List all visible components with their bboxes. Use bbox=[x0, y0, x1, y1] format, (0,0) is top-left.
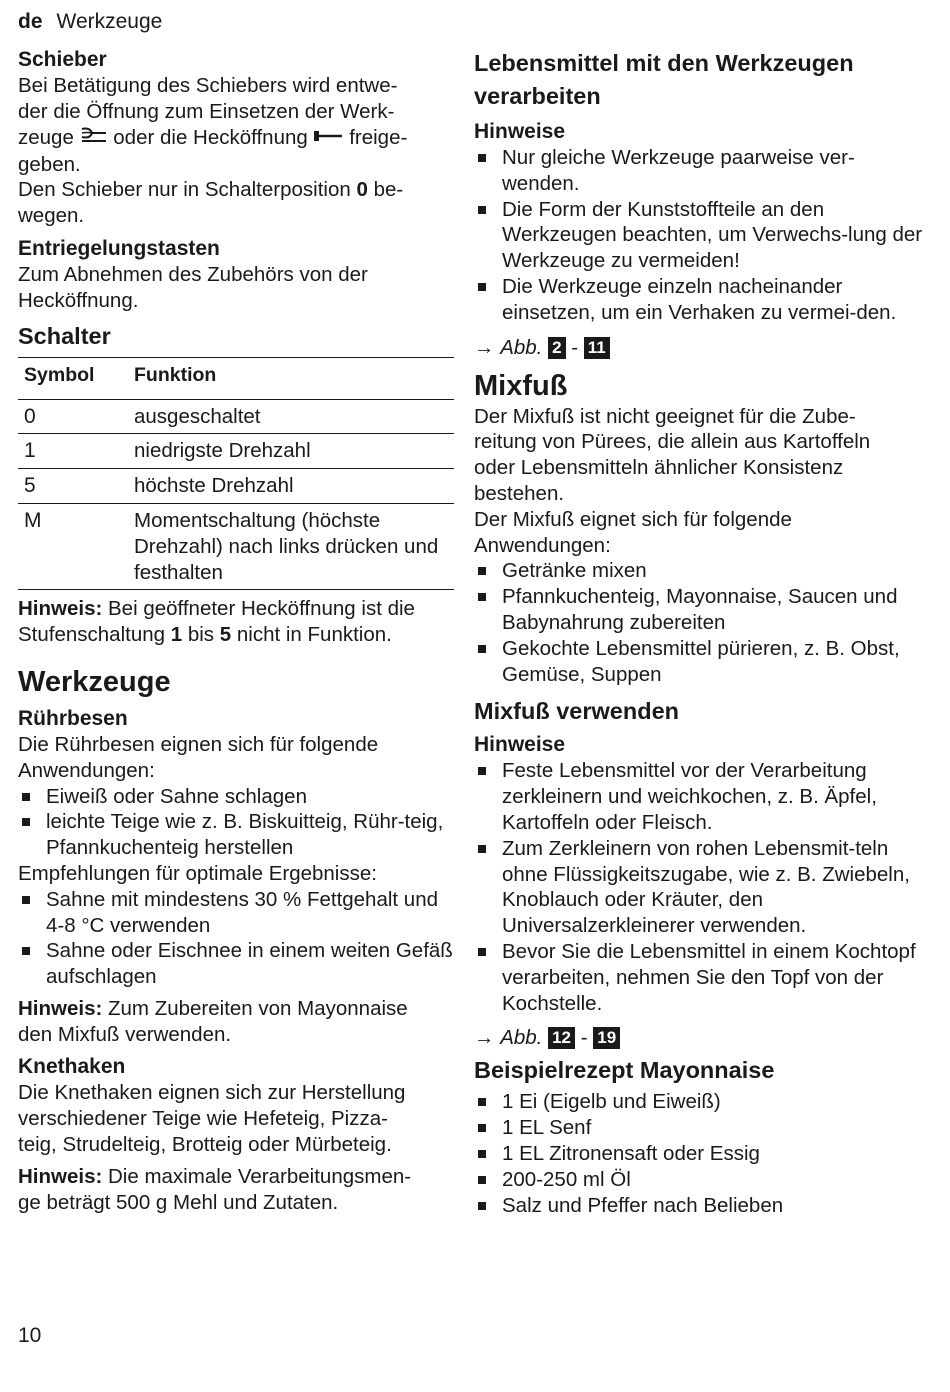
arrow-icon: → bbox=[474, 1026, 495, 1050]
figure-reference bbox=[474, 1024, 924, 1052]
right-column bbox=[474, 47, 924, 1218]
list-item: leichte Teige wie z. B. Biskuitteig, Rühr-teig, Pfannkuchenteig herstellen bbox=[18, 809, 454, 861]
arrow-icon: → bbox=[474, 335, 495, 359]
schieber-text-line: Bei Betätigung des Schiebers wird entwe- bbox=[18, 74, 398, 97]
hinweise-heading: Hinweise bbox=[474, 733, 566, 757]
entriegelung-section bbox=[18, 236, 454, 314]
switch-symbol: 5 bbox=[18, 469, 128, 504]
note-line bbox=[18, 1164, 454, 1190]
header-section-title: Werkzeuge bbox=[56, 10, 163, 33]
list-item: Zum Zerkleinern von rohen Lebensmit-teln ohne Flüssigkeitszugabe, wie z. B. Zwiebeln, Knoblauch oder Kräuter, den Universalzerkleinerer verwenden. bbox=[474, 836, 924, 939]
mixer-tool-opening-icon bbox=[80, 125, 108, 152]
schieber-text-line: wegen. bbox=[18, 204, 85, 228]
knethaken-section bbox=[18, 1054, 454, 1157]
list-item: Pfannkuchenteig, Mayonnaise, Saucen und Babynahrung zubereiten bbox=[474, 584, 924, 636]
lebensmittel-notes-list bbox=[474, 145, 924, 326]
note-text: Die maximale Verarbeitungsmen- bbox=[108, 1164, 412, 1188]
note-line bbox=[18, 996, 454, 1022]
knethaken-text-line: Die Knethaken eignen sich zur Herstellung bbox=[18, 1081, 406, 1105]
list-item: 1 EL Zitronensaft oder Essig bbox=[474, 1141, 924, 1167]
figure-number-badge: 12 bbox=[548, 1027, 575, 1049]
note-mayonnaise bbox=[18, 996, 454, 1048]
list-item: Salz und Pfeffer nach Belieben bbox=[474, 1193, 924, 1219]
figure-range-separator: - bbox=[571, 335, 579, 359]
note-line bbox=[18, 596, 454, 622]
knethaken-text-line: verschiedener Teige wie Hefeteig, Pizza- bbox=[18, 1107, 388, 1131]
lebensmittel-heading: verarbeiten bbox=[474, 83, 601, 109]
list-item: 1 EL Senf bbox=[474, 1115, 924, 1141]
ruehrbesen-tips-list bbox=[18, 887, 454, 990]
mixfuss-text-line: bestehen. bbox=[474, 481, 565, 505]
switch-level-value: 5 bbox=[219, 623, 232, 647]
schieber-text-fragment: freige- bbox=[349, 125, 408, 149]
switch-symbol: M bbox=[18, 503, 128, 589]
ruehrbesen-text-line: Die Rührbesen eignen sich für folgende bbox=[18, 732, 379, 756]
schieber-text-fragment: be- bbox=[373, 178, 404, 202]
page-header bbox=[18, 9, 162, 35]
figure-number-badge: 11 bbox=[584, 337, 610, 359]
lebensmittel-heading: Lebensmittel mit den Werkzeugen bbox=[474, 50, 854, 76]
ruehrbesen-heading: Rührbesen bbox=[18, 706, 128, 730]
list-item: 1 Ei (Eigelb und Eiweiß) bbox=[474, 1089, 924, 1115]
list-item: Die Werkzeuge einzeln nacheinander einsetzen, um ein Verhaken zu vermei-den. bbox=[474, 274, 924, 326]
lebensmittel-section bbox=[474, 47, 924, 362]
werkzeuge-heading: Werkzeuge bbox=[18, 665, 171, 698]
list-item: 200-250 ml Öl bbox=[474, 1167, 924, 1193]
hinweise-heading: Hinweise bbox=[474, 120, 566, 143]
list-item: Die Form der Kunststoffteile an den Werkzeugen beachten, um Verwechs-lung der Werkzeuge zu vermeiden! bbox=[474, 197, 924, 274]
mixfuss-heading: Mixfuß bbox=[474, 369, 568, 402]
note-line bbox=[18, 622, 454, 648]
entriegelung-text-line: Hecköffnung. bbox=[18, 288, 139, 312]
note-line: den Mixfuß verwenden. bbox=[18, 1022, 232, 1046]
list-item: Sahne mit mindestens 30 % Fettgehalt und 4-8 °C verwenden bbox=[18, 887, 454, 939]
mixfuss-text-line: Der Mixfuß ist nicht geeignet für die Zube- bbox=[474, 404, 856, 428]
page-number: 10 bbox=[18, 1324, 42, 1347]
rezept-ingredients-list bbox=[474, 1089, 924, 1218]
switch-table bbox=[18, 357, 454, 591]
schieber-text-line bbox=[18, 177, 454, 203]
figure-reference-label: Abb. bbox=[500, 1026, 543, 1050]
schieber-text-line: der die Öffnung zum Einsetzen der Werk- bbox=[18, 99, 395, 123]
list-item: Gekochte Lebensmittel pürieren, z. B. Obst, Gemüse, Suppen bbox=[474, 636, 924, 688]
schieber-text-fragment: oder die Hecköffnung bbox=[113, 125, 308, 149]
ruehrbesen-text-line: Anwendungen: bbox=[18, 758, 155, 782]
table-row bbox=[18, 434, 454, 469]
note-switch bbox=[18, 596, 454, 648]
schalter-heading: Schalter bbox=[18, 322, 111, 349]
switch-function: Momentschaltung (höchste Drehzahl) nach links drücken und festhalten bbox=[128, 503, 454, 589]
figure-reference bbox=[474, 334, 924, 362]
note-max-amount bbox=[18, 1164, 454, 1216]
rear-opening-icon bbox=[313, 125, 343, 151]
schieber-text-line: geben. bbox=[18, 152, 81, 176]
rezept-heading: Beispielrezept Mayonnaise bbox=[474, 1057, 775, 1084]
mixfuss-text-line: Anwendungen: bbox=[474, 533, 611, 557]
list-item: Getränke mixen bbox=[474, 558, 924, 584]
mixfuss-text-line: oder Lebensmitteln ähnlicher Konsistenz bbox=[474, 456, 844, 480]
figure-range-separator: - bbox=[580, 1026, 588, 1050]
mixfuss-uses-list bbox=[474, 558, 924, 687]
language-code: de bbox=[18, 10, 43, 33]
mixfuss-verwenden-heading: Mixfuß verwenden bbox=[474, 698, 680, 725]
figure-number-badge: 2 bbox=[548, 337, 565, 359]
note-label: Hinweis: bbox=[18, 996, 103, 1020]
figure-number-badge: 19 bbox=[593, 1027, 620, 1049]
switch-function: ausgeschaltet bbox=[128, 399, 454, 434]
figure-reference-label: Abb. bbox=[500, 335, 543, 359]
list-item: Sahne oder Eischnee in einem weiten Gefäß aufschlagen bbox=[18, 938, 454, 990]
mixfuss-text-line: Der Mixfuß eignet sich für folgende bbox=[474, 507, 792, 531]
switch-symbol: 0 bbox=[18, 399, 128, 434]
list-item: Nur gleiche Werkzeuge paarweise ver-wenden. bbox=[474, 145, 924, 197]
schieber-section bbox=[18, 47, 454, 229]
entriegelung-text-line: Zum Abnehmen des Zubehörs von der bbox=[18, 262, 368, 286]
schieber-text-fragment: zeuge bbox=[18, 125, 74, 149]
switch-position-value: 0 bbox=[356, 178, 368, 202]
column-header-function: Funktion bbox=[128, 357, 454, 399]
rezept-section bbox=[474, 1054, 924, 1218]
schieber-heading: Schieber bbox=[18, 48, 107, 71]
left-column bbox=[18, 47, 454, 1215]
schalter-section bbox=[18, 320, 454, 591]
table-row bbox=[18, 503, 454, 589]
table-row bbox=[18, 399, 454, 434]
note-text: Bei geöffneter Hecköffnung ist die bbox=[108, 597, 415, 621]
mixfuss-section bbox=[474, 368, 924, 688]
switch-symbol: 1 bbox=[18, 434, 128, 469]
knethaken-heading: Knethaken bbox=[18, 1055, 126, 1079]
knethaken-text-line: teig, Strudelteig, Brotteig oder Mürbeteig. bbox=[18, 1133, 392, 1157]
schieber-text-line bbox=[18, 125, 454, 152]
ruehrbesen-text-line: Empfehlungen für optimale Ergebnisse: bbox=[18, 861, 377, 885]
ruehrbesen-section bbox=[18, 706, 454, 990]
note-label: Hinweis: bbox=[18, 1164, 103, 1188]
mixfuss-notes-list bbox=[474, 758, 924, 1016]
list-item: Eiweiß oder Sahne schlagen bbox=[18, 784, 454, 810]
table-row bbox=[18, 469, 454, 504]
note-line: ge beträgt 500 g Mehl und Zutaten. bbox=[18, 1190, 339, 1214]
note-text: bis bbox=[187, 623, 215, 647]
column-header-symbol: Symbol bbox=[18, 357, 128, 399]
switch-function: niedrigste Drehzahl bbox=[128, 434, 454, 469]
list-item: Feste Lebensmittel vor der Verarbeitung zerkleinern und weichkochen, z. B. Äpfel, Kartoffeln oder Fleisch. bbox=[474, 758, 924, 835]
schieber-text-fragment: Den Schieber nur in Schalterposition bbox=[18, 178, 351, 202]
note-label: Hinweis: bbox=[18, 597, 103, 621]
note-text: Stufenschaltung bbox=[18, 623, 166, 647]
list-item: Bevor Sie die Lebensmittel in einem Kochtopf verarbeiten, nehmen Sie den Topf von der Kochstelle. bbox=[474, 939, 924, 1016]
note-text: nicht in Funktion. bbox=[236, 623, 392, 647]
mixfuss-verwenden-section bbox=[474, 695, 924, 1052]
ruehrbesen-uses-list bbox=[18, 784, 454, 861]
switch-function: höchste Drehzahl bbox=[128, 469, 454, 504]
switch-level-value: 1 bbox=[170, 623, 183, 647]
note-text: Zum Zubereiten von Mayonnaise bbox=[108, 996, 408, 1020]
entriegelung-heading: Entriegelungstasten bbox=[18, 236, 220, 260]
switch-table-header-row bbox=[18, 357, 454, 399]
mixfuss-text-line: reitung von Pürees, die allein aus Kartoffeln bbox=[474, 430, 871, 454]
